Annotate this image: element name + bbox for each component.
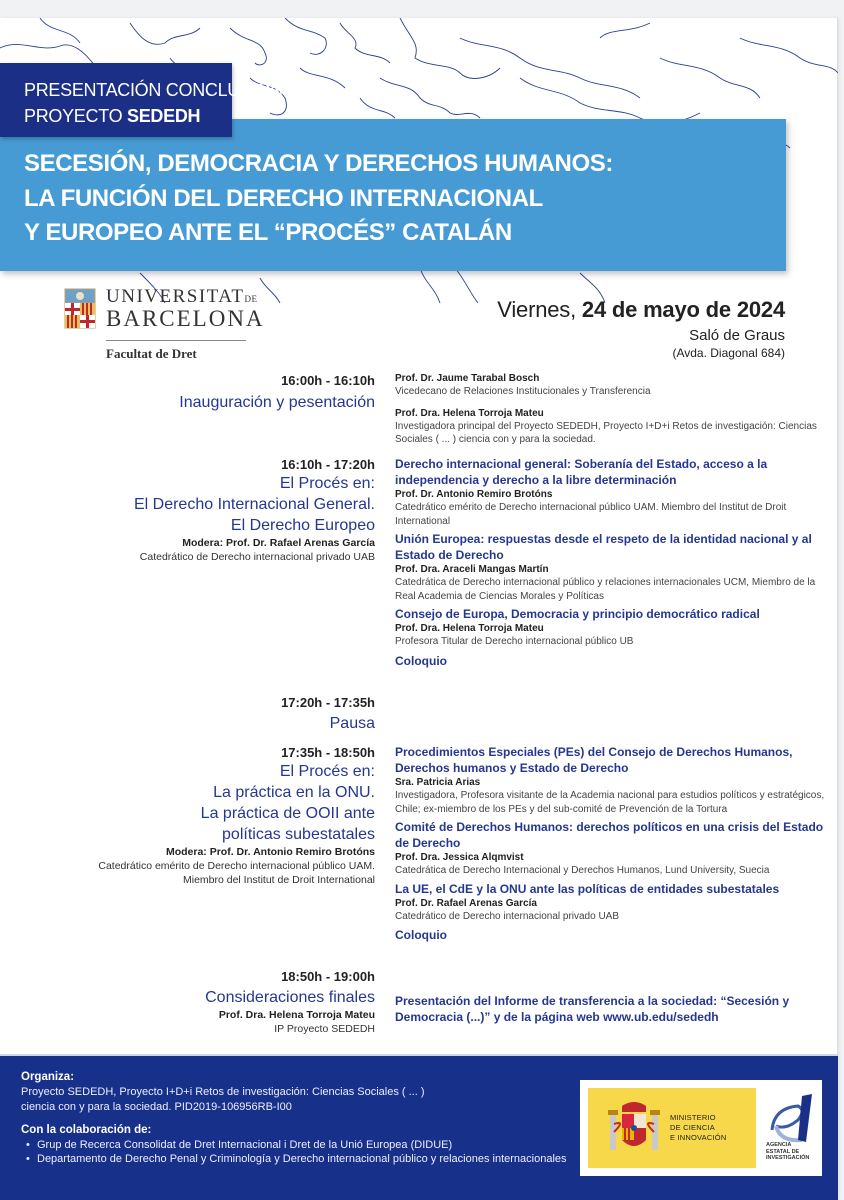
colaborador-item: • Grup de Recerca Consolidat de Dret Internacional i Dret de la Unió Europea (DIDUE) [21,1138,571,1152]
ministry-name-line: DE CIENCIA [670,1123,715,1132]
closing-speaker-name: Prof. Dra. Helena Torroja Mateu [218,1009,375,1021]
title-line-3: Y EUROPEO ANTE EL “PROCÉS” CATALÁN [24,219,512,246]
talk-title: Derecho internacional general: Soberanía del Estado, acceso a la independencia y derecho a la libre determinación [395,457,768,487]
speaker-affiliation: Catedrática de Derecho internacional público y relaciones internacionales UCM, Miembro de la Real Academia de Ciencias Morales y Políticas [395,577,816,602]
talk-title: Procedimientos Especiales (PEs) del Consejo de Derechos Humanos, Derechos humanos y Estado de Derecho [395,745,793,775]
session-title: La práctica en la ONU. [213,784,375,801]
moderator-name: Modera: Prof. Dr. Rafael Arenas García [182,537,375,549]
speaker-name: Prof. Dra. Helena Torroja Mateu [395,623,544,634]
organizers-footer [0,1054,838,1200]
event-address: (Avda. Diagonal 684) [672,346,785,360]
moderator-affiliation: Catedrático emérito de Derecho internacional público UAM. [98,860,375,872]
talk-title: Comité de Derechos Humanos: derechos políticos en una crisis del Estado de Derecho [395,820,824,850]
session-title: políticas subestatales [222,826,375,843]
speaker-affiliation: Catedrático de Derecho internacional privado UAB [395,910,620,922]
talk-title: Unión Europea: respuestas desde el respeto de la identidad nacional y al Estado de Derecho [395,532,812,562]
speaker-name: Prof. Dra. Jessica Alqmvist [395,852,524,863]
coloquio-label: Coloquio [395,653,447,668]
event-date: Viernes, 24 de mayo de 2024 [497,297,785,322]
colaboradores-list [21,1138,571,1166]
session-time: 17:20h - 17:35h [281,695,375,710]
talk-title: La UE, el CdE y la ONU ante las políticas de entidades subestatales [395,881,780,896]
session-title: El Derecho Internacional General. [133,496,375,513]
header-kicker-line2 [24,103,232,129]
speaker-affiliation: Investigadora, Profesora visitante de la Academia nacional para estudios políticos y estratégicos, Chile; ex-miembro de los PEs y del sub-comité de Prevención de la Tortura [395,790,825,815]
agency-name-line: AGENCIA [766,1142,792,1148]
funding-logos [580,1080,822,1176]
header-kicker-prefix: PROYECTO [24,106,127,126]
session-title: El Derecho Europeo [230,517,375,534]
logo-divider [106,340,246,341]
header-kicker-box [0,63,307,137]
header-kicker-line1: PRESENTACIÓN CONCLUSIONES [24,80,307,100]
speaker-affiliation: Catedrática de Derecho Internacional y Derechos Humanos, Lund University, Suecia [395,865,770,876]
moderator-affiliation: Miembro del Institut de Droit International [182,874,375,886]
speaker-name: Prof. Dr. Antonio Remiro Brotóns [395,489,553,500]
session-title: Pausa [329,715,375,732]
agency-name-line: INVESTIGACIÓN [766,1155,810,1161]
session-title: El Procés en: [279,763,375,780]
event-venue: Saló de Graus [689,327,785,344]
university-name-line1: UNIVERSITATDE [106,286,258,307]
session-time: 16:00h - 16:10h [281,373,375,388]
speaker-name: Sra. Patricia Arias [395,777,481,788]
closing-presentation-title: Presentación del Informe de transferencia a la sociedad: “Secesión y Democracia (...)” y de la página web www.ub.edu/sededh [395,994,790,1024]
organiza-text: ciencia con y para la sociedad. PID2019-106956RB-I00 [21,1101,292,1113]
session-title: Consideraciones finales [205,989,375,1006]
session-time: 17:35h - 18:50h [281,745,375,760]
coloquio-label: Coloquio [395,928,447,942]
moderator-affiliation: Catedrático de Derecho internacional privado UAB [139,551,375,563]
colaborador-item: • Departamento de Derecho Penal y Criminología y Derecho internacional público y relaciones internacionales [21,1152,571,1166]
speaker-name: Prof. Dr. Jaume Tarabal Bosch [395,373,540,384]
spain-coat-of-arms-icon [606,1100,662,1158]
session-title: El Procés en: [279,475,375,492]
header-title-box [0,119,786,271]
event-date-venue [497,296,785,360]
speaker-affiliation: Profesora Titular de Derecho internacional público UB [395,636,634,647]
ministry-name-line: E INNOVACIÓN [670,1133,727,1142]
speaker-name: Prof. Dr. Rafael Arenas García [395,897,537,909]
university-name-line2: BARCELONA [106,306,265,331]
organiza-text: Proyecto SEDEDH, Proyecto I+D+i Retos de investigación: Ciencias Sociales ( ... ) [21,1086,425,1098]
ministry-logo [588,1088,756,1168]
title-line-2: LA FUNCIÓN DEL DERECHO INTERNACIONAL [24,184,543,212]
moderator-name: Modera: Prof. Dr. Antonio Remiro Brotóns [165,846,375,858]
event-poster [0,18,838,1200]
university-logo [64,286,265,366]
session-title: La práctica de OOII ante [200,805,375,822]
project-acronym: SEDEDH [127,106,201,126]
speaker-name: Prof. Dra. Araceli Mangas Martín [395,564,549,575]
closing-speaker-role: IP Proyecto SEDEDH [274,1023,375,1035]
speaker-affiliation: Investigadora principal del Proyecto SEDEDH, Proyecto I+D+i Retos de investigación: Ciencias Sociales ( ... ) ciencia con y para la sociedad. [395,420,817,445]
speaker-name: Prof. Dra. Helena Torroja Mateu [395,407,544,419]
speaker-affiliation: Vicedecano de Relaciones Institucionales y Transferencia [395,386,651,397]
ub-shield-icon [64,288,96,332]
agency-name-line: ESTATAL DE [766,1148,800,1155]
session-time: 16:10h - 17:20h [281,457,375,472]
ministry-name-line: MINISTERIO [670,1113,716,1122]
colaboracion-heading: Con la colaboración de: [21,1124,152,1136]
session-title: Inauguración y pesentación [179,394,375,411]
speaker-affiliation: Catedrático emérito de Derecho internacional público UAM. Miembro del Institut de Droit International [395,502,787,527]
session-time: 18:50h - 19:00h [281,969,375,984]
title-line-1: SECESIÓN, DEMOCRACIA Y DERECHOS HUMANOS: [24,150,613,177]
talk-title: Consejo de Europa, Democracia y principio democrático radical [395,607,760,621]
faculty-name: Facultat de Dret [106,346,197,361]
organiza-heading: Organiza: [21,1071,75,1083]
